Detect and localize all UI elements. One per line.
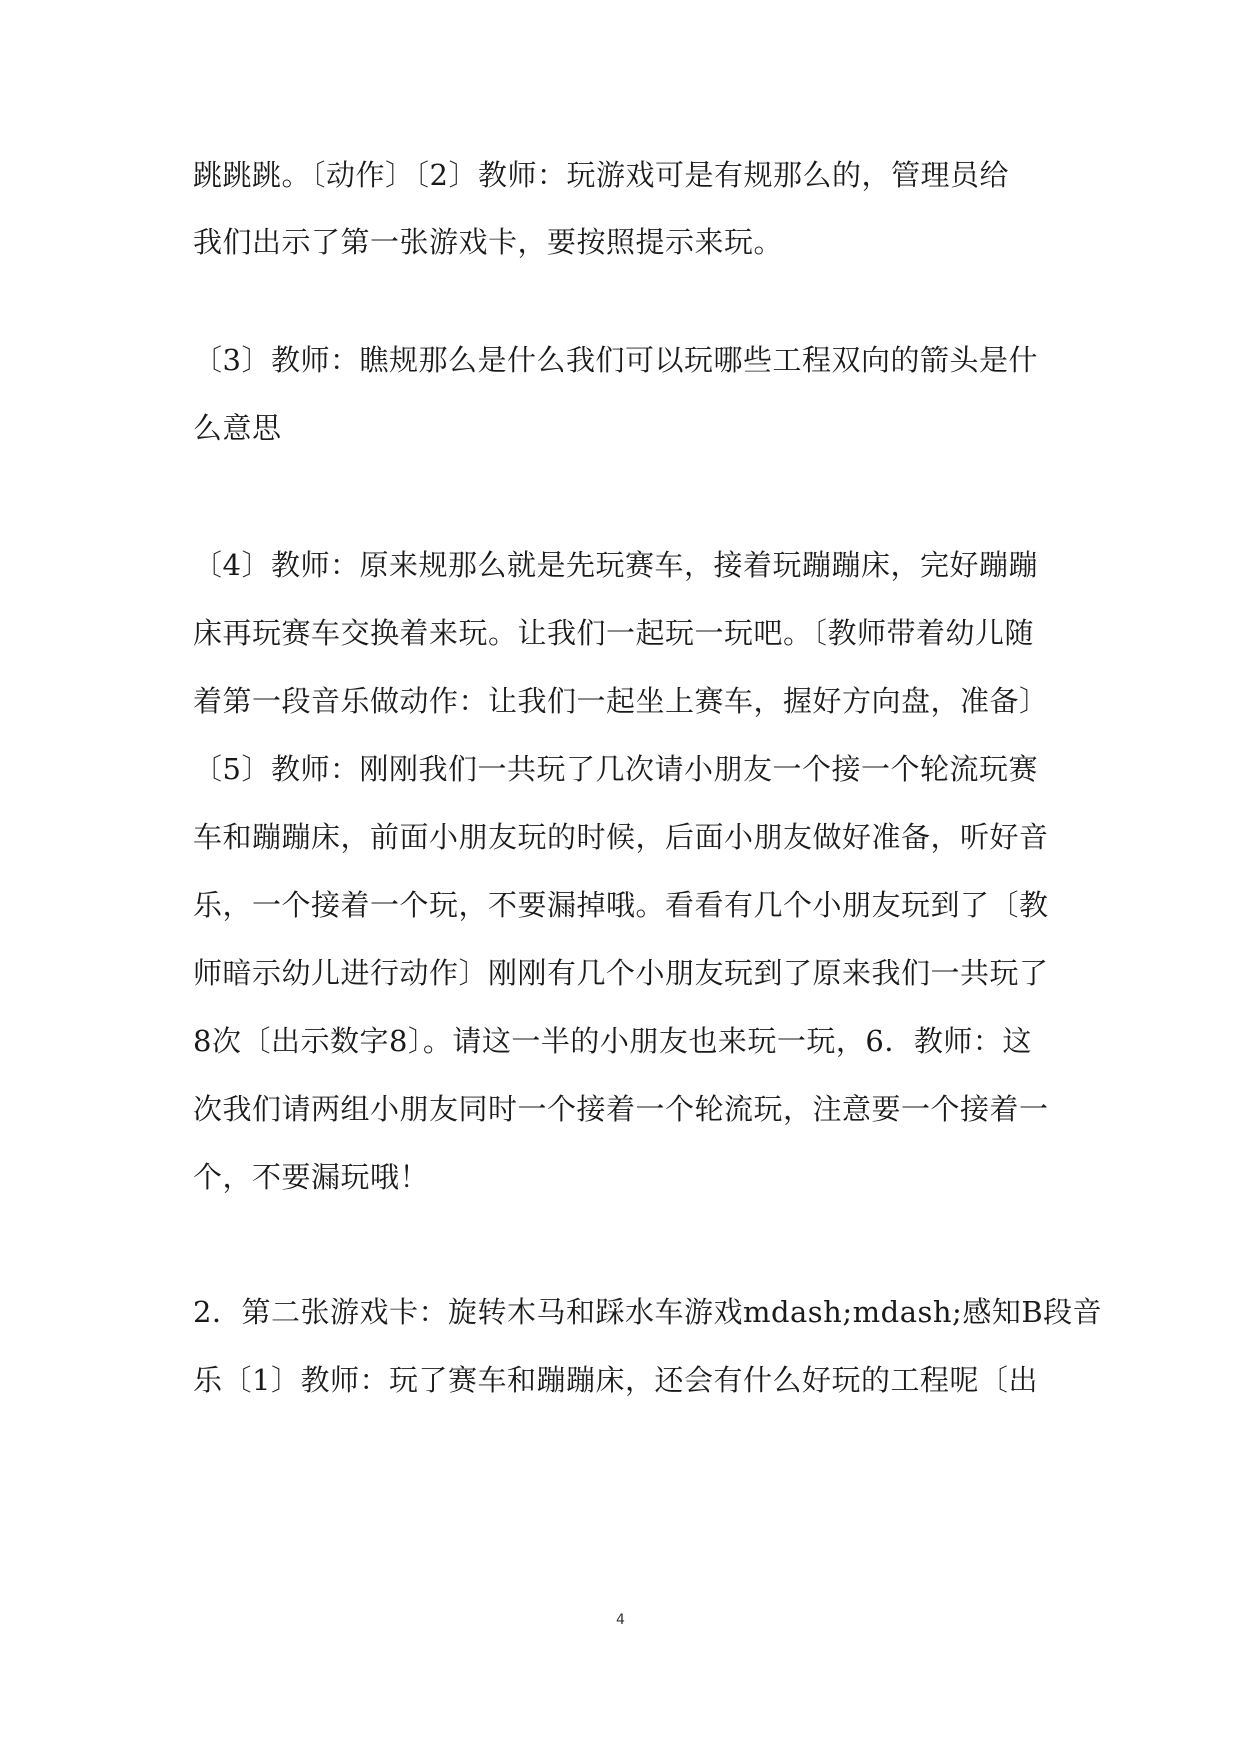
text-line: 乐，一个接着一个玩，不要漏掉哦。看看有几个小朋友玩到了〔教 xyxy=(193,888,1049,922)
text-line: 〔3〕教师：瞧规那么是什么我们可以玩哪些工程双向的箭头是什 xyxy=(193,343,1038,377)
text-line: 〔5〕教师：刚刚我们一共玩了几次请小朋友一个接一个轮流玩赛 xyxy=(193,752,1038,786)
text-line: 次我们请两组小朋友同时一个接着一个轮流玩，注意要一个接着一 xyxy=(193,1092,1049,1126)
text-line: 乐〔1〕教师：玩了赛车和蹦蹦床，还会有什么好玩的工程呢〔出 xyxy=(193,1363,1038,1397)
text-line: 跳跳跳。〔动作〕〔2〕教师：玩游戏可是有规那么的，管理员给 xyxy=(193,158,1009,192)
text-line: 着第一段音乐做动作：让我们一起坐上赛车，握好方向盘，准备〕 xyxy=(193,684,1049,718)
text-line: 8次〔出示数字8〕。请这一半的小朋友也来玩一玩，6．教师：这 xyxy=(193,1024,1032,1058)
text-line: 个，不要漏玩哦！ xyxy=(193,1160,430,1194)
text-line: 车和蹦蹦床，前面小朋友玩的时候，后面小朋友做好准备，听好音 xyxy=(193,820,1049,854)
text-line: 2．第二张游戏卡：旋转木马和踩水车游戏mdash;mdash;感知B段音 xyxy=(193,1295,1103,1329)
page-number: 4 xyxy=(616,1612,625,1628)
text-line: 床再玩赛车交换着来玩。让我们一起玩一玩吧。〔教师带着幼儿随 xyxy=(193,616,1035,650)
text-line: 〔4〕教师：原来规那么就是先玩赛车，接着玩蹦蹦床，完好蹦蹦 xyxy=(193,548,1038,582)
text-line: 我们出示了第一张游戏卡，要按照提示来玩。 xyxy=(193,225,784,259)
text-line: 么意思 xyxy=(193,411,282,445)
text-line: 师暗示幼儿进行动作〕刚刚有几个小朋友玩到了原来我们一共玩了 xyxy=(193,956,1049,990)
